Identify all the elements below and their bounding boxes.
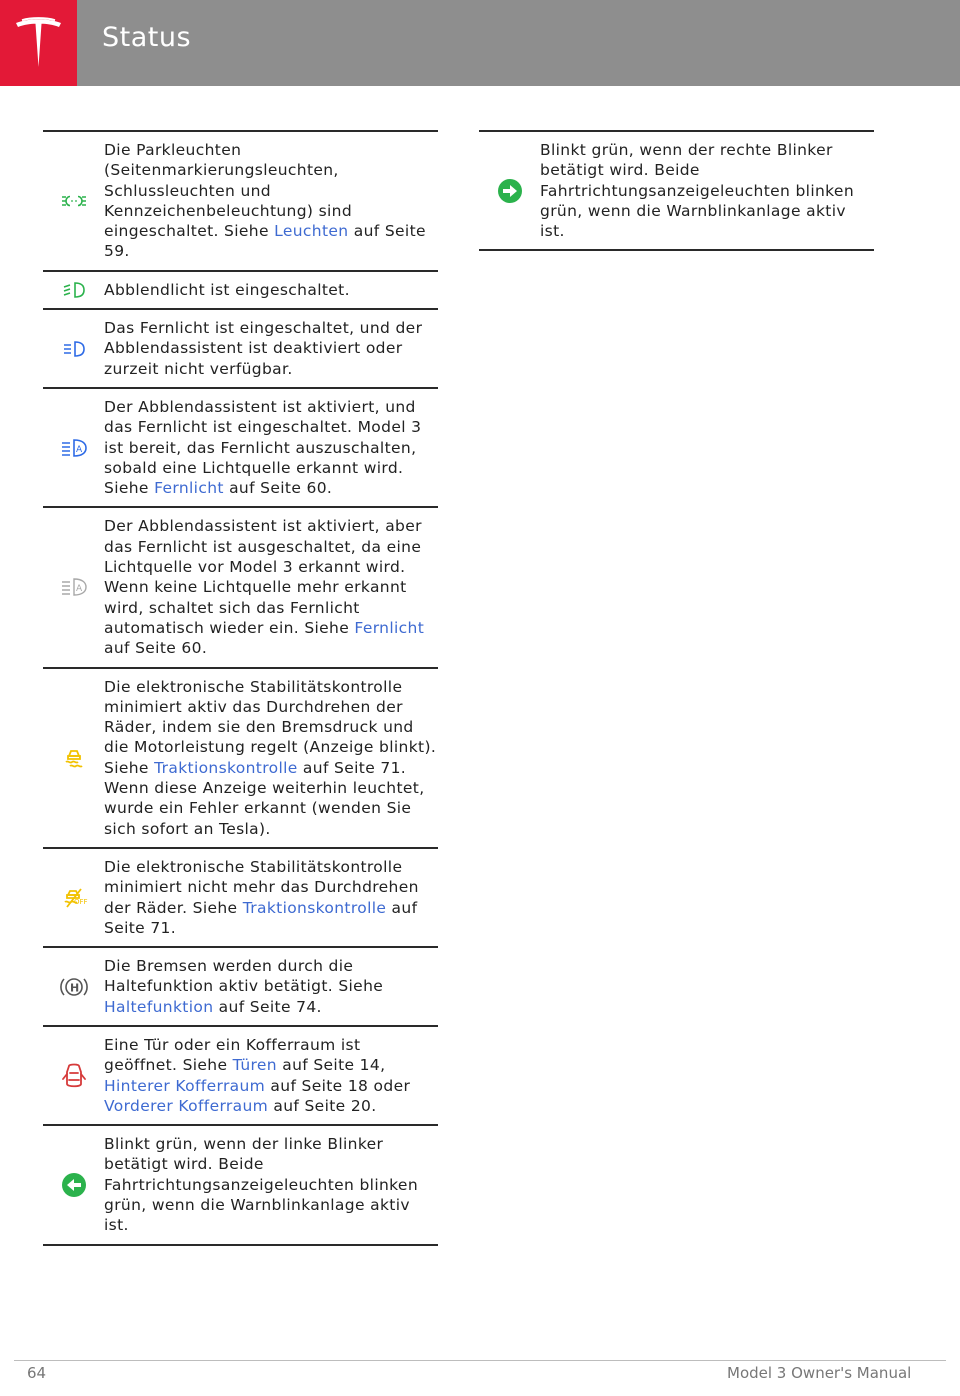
description-text: auf Seite 60. — [104, 639, 208, 658]
indicator-description — [104, 508, 438, 666]
description-text: auf Seite 60. — [223, 479, 333, 498]
description-text: Die elektronische Stabilitätskontrolle minimiert nicht mehr das Durchdrehen der Räder. Siehe — [104, 857, 419, 917]
parking-lights-icon — [43, 193, 104, 209]
description-text: Der Abblendassistent ist aktiviert, aber das Fernlicht ist ausgeschaltet, da eine Lichtquelle vor Model 3 erkannt wird. Wenn keine Lichtquelle mehr erkannt wird, schaltet sich das Fernlicht automatisch wieder ein. Siehe — [104, 517, 422, 637]
description-text: auf Seite 71. Wenn diese Anzeige weiterhin leuchtet, wurde ein Fehler erkannt (wenden Sie sich sofort an Tesla). — [104, 758, 425, 838]
description-text: auf Seite 14, — [276, 1056, 386, 1075]
page-number: 64 — [27, 1364, 47, 1382]
description-text: Das Fernlicht ist eingeschaltet, und der Abblendassistent ist deaktiviert oder zurzeit nicht verfügbar. — [104, 319, 423, 378]
svg-text:H: H — [69, 981, 79, 995]
description-text: Die Parkleuchten (Seitenmarkierungsleuchten, Schlussleuchten und Kennzeichenbeleuchtung) sind eingeschaltet. Siehe — [104, 141, 353, 241]
description-text: auf Seite 18 oder — [265, 1076, 411, 1095]
indicator-row — [43, 946, 438, 1025]
cross-reference-link[interactable]: Haltefunktion — [104, 997, 214, 1016]
description-text: Die elektronische Stabilitätskontrolle minimiert aktiv das Durchdrehen der Räder, indem sie den Bremsdruck und die Motorleistung regelt (Anzeige blinkt). Siehe — [104, 677, 437, 777]
indicator-table-left — [43, 130, 438, 1246]
traction-control-icon — [43, 747, 104, 769]
cross-reference-link[interactable]: Traktionskontrolle — [154, 758, 298, 777]
cross-reference-link[interactable]: Hinterer Kofferraum — [104, 1076, 266, 1095]
indicator-description — [104, 849, 438, 946]
indicator-row — [43, 1025, 438, 1124]
indicator-description — [104, 389, 438, 506]
svg-text:OFF: OFF — [73, 897, 88, 906]
indicator-description — [104, 310, 438, 387]
right-turn-signal-icon — [479, 178, 540, 204]
indicator-description — [104, 669, 438, 847]
page-header — [0, 0, 960, 86]
svg-text:A: A — [75, 584, 82, 595]
cross-reference-link[interactable]: Fernlicht — [154, 479, 224, 498]
indicator-row — [43, 847, 438, 946]
indicator-description — [104, 272, 438, 308]
indicator-row — [43, 667, 438, 847]
indicator-description — [104, 1027, 438, 1124]
cross-reference-link[interactable]: Vorderer Kofferraum — [104, 1096, 269, 1115]
brand-logo — [0, 0, 77, 86]
description-text: Blinkt grün, wenn der rechte Blinker betätigt wird. Beide Fahrtrichtungsanzeigeleuchten blinken grün, wenn die Warnblinkanlage aktiv ist. — [540, 141, 854, 241]
cross-reference-link[interactable]: Türen — [232, 1056, 277, 1075]
description-text: Der Abblendassistent ist aktiviert, und das Fernlicht ist eingeschaltet. Model 3 ist bereit, das Fernlicht auszuschalten, sobald eine Lichtquelle erkannt wird. Siehe — [104, 397, 422, 498]
indicator-row — [43, 506, 438, 666]
indicator-row — [43, 1124, 438, 1245]
description-text: auf Seite 71. — [104, 898, 418, 937]
indicator-row — [43, 387, 438, 506]
indicator-description — [540, 132, 874, 249]
traction-control-off-icon — [43, 886, 104, 910]
cross-reference-link[interactable]: Leuchten — [274, 222, 349, 241]
manual-title: Model 3 Owner's Manual — [727, 1364, 912, 1382]
indicator-description — [104, 948, 438, 1025]
cross-reference-link[interactable]: Fernlicht — [354, 618, 425, 637]
auto-high-beam-icon — [43, 438, 104, 458]
page-title: Status — [102, 22, 192, 53]
indicator-description — [104, 132, 438, 270]
svg-text:A: A — [75, 444, 82, 455]
cross-reference-link[interactable]: Traktionskontrolle — [242, 898, 387, 917]
description-text: auf Seite 74. — [213, 997, 322, 1016]
footer-divider — [14, 1360, 946, 1361]
description-text: auf Seite 59. — [104, 222, 426, 261]
tesla-logo-icon — [13, 17, 64, 69]
description-text: Abblendlicht ist eingeschaltet. — [104, 280, 350, 299]
left-turn-signal-icon — [43, 1172, 104, 1198]
low-beam-icon — [43, 281, 104, 299]
description-text: Eine Tür oder ein Kofferraum ist geöffnet. Siehe — [104, 1035, 361, 1075]
description-text: auf Seite 20. — [268, 1096, 377, 1115]
door-open-icon — [43, 1062, 104, 1090]
description-text: Die Bremsen werden durch die Haltefunktion aktiv betätigt. Siehe — [104, 957, 384, 996]
indicator-table-right — [479, 130, 874, 251]
vehicle-hold-icon — [43, 974, 104, 1000]
auto-high-beam-off-icon — [43, 577, 104, 597]
indicator-row — [43, 308, 438, 387]
indicator-row — [43, 270, 438, 308]
indicator-row — [43, 130, 438, 270]
indicator-description — [104, 1126, 438, 1243]
indicator-row — [479, 130, 874, 251]
description-text: Blinkt grün, wenn der linke Blinker betätigt wird. Beide Fahrtrichtungsanzeigeleuchten blinken grün, wenn die Warnblinkanlage aktiv ist. — [104, 1135, 418, 1235]
high-beam-icon — [43, 340, 104, 358]
